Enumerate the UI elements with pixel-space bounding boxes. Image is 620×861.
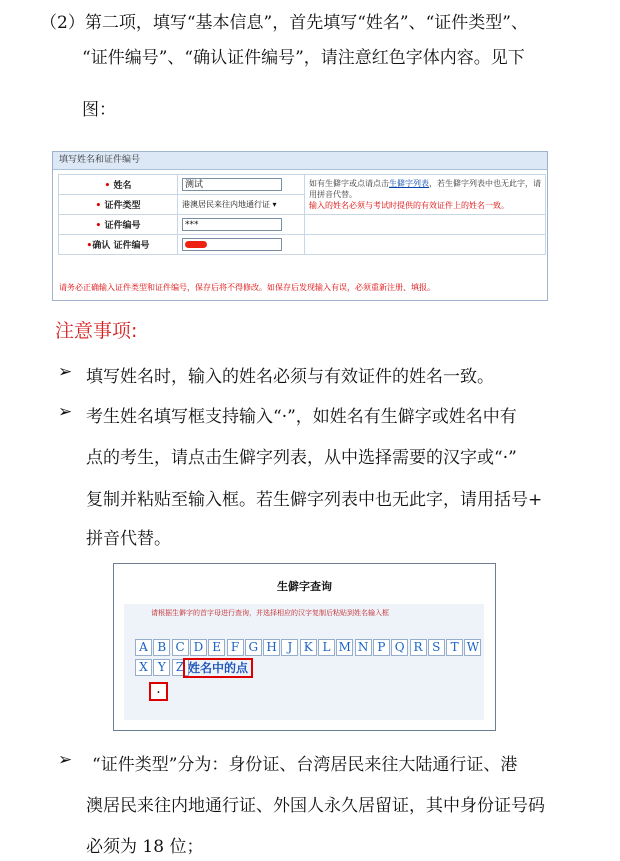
note-item-3-line-2: 澳居民来往内地通行证、外国人永久居留证，其中身份证号码 bbox=[86, 796, 545, 816]
note-item-2-line-1: 考生姓名填写框支持输入“·”，如姓名有生僻字或姓名中有 bbox=[86, 407, 517, 427]
intro-line-2: “证件编号”、“确认证件编号”，请注意红色字体内容。见下 bbox=[82, 48, 525, 68]
note-item-3-line-3: 必须为 18 位； bbox=[86, 837, 204, 857]
name-note-red: 输入的姓名必须与考试时提供的有效证件上的姓名一致。 bbox=[309, 201, 509, 210]
letter-key-t[interactable]: T bbox=[446, 639, 463, 656]
name-id-form-screenshot bbox=[52, 151, 548, 301]
letter-key-b[interactable]: B bbox=[153, 639, 170, 656]
name-label: • 姓名 bbox=[59, 175, 178, 195]
intro-line-1: （2）第二项，填写“基本信息”，首先填写“姓名”、“证件类型”、 bbox=[40, 13, 528, 33]
confirm-id-label: •确认 证件编号 bbox=[59, 235, 178, 255]
note-item-2-line-2: 点的考生，请点击生僻字列表，从中选择需要的汉字或“·” bbox=[86, 448, 517, 468]
dot-character-button[interactable]: . bbox=[149, 682, 168, 701]
dropdown-arrow-icon: ▾ bbox=[272, 199, 277, 209]
redaction-scribble bbox=[185, 241, 207, 248]
letter-key-k[interactable]: K bbox=[300, 639, 317, 656]
form-row-name bbox=[59, 175, 546, 195]
intro-line-3: 图： bbox=[82, 100, 116, 120]
id-number-label: • 证件编号 bbox=[59, 215, 178, 235]
letter-key-n[interactable]: N bbox=[355, 639, 372, 656]
id-type-label: • 证件类型 bbox=[59, 195, 178, 215]
bullet-icon: ➢ bbox=[58, 402, 73, 422]
letter-key-j[interactable]: J bbox=[281, 639, 298, 656]
dialog-instruction: 请根据生僻字的首字母进行查询，并选择相应的汉字复制后粘贴到姓名输入框 bbox=[151, 609, 389, 617]
name-input[interactable]: 测试 bbox=[182, 178, 282, 191]
letter-key-y[interactable]: Y bbox=[153, 659, 170, 676]
bullet-icon: ➢ bbox=[58, 750, 73, 770]
id-number-input[interactable]: *** bbox=[182, 218, 282, 231]
dot-in-name-label[interactable]: 姓名中的点 bbox=[183, 658, 253, 678]
letter-key-e[interactable]: E bbox=[208, 639, 225, 656]
letter-key-d[interactable]: D bbox=[190, 639, 207, 656]
form-header: 填写姓名和证件编号 bbox=[53, 152, 547, 170]
letter-key-f[interactable]: F bbox=[227, 639, 244, 656]
form-warning: 请务必正确输入证件类型和证件编号，保存后将不得修改。如保存后发现输入有误，必须重新注册、填报。 bbox=[59, 283, 435, 292]
letter-key-c[interactable]: C bbox=[172, 639, 189, 656]
letter-key-s[interactable]: S bbox=[428, 639, 445, 656]
form-row-id-number bbox=[59, 215, 546, 235]
confirm-id-input[interactable] bbox=[182, 238, 282, 251]
letter-key-w[interactable]: W bbox=[464, 639, 481, 656]
dialog-title: 生僻字查询 bbox=[277, 580, 332, 593]
letter-key-z[interactable]: Z bbox=[172, 659, 189, 676]
letter-key-r[interactable]: R bbox=[410, 639, 427, 656]
letter-key-g[interactable]: G bbox=[245, 639, 262, 656]
letter-key-p[interactable]: P bbox=[373, 639, 390, 656]
letter-key-x[interactable]: X bbox=[135, 659, 152, 676]
note-item-2-line-3: 复制并粘贴至输入框。若生僻字列表中也无此字，请用括号+ bbox=[86, 490, 543, 510]
form-table bbox=[58, 174, 546, 255]
note-item-3-line-1: “证件类型”分为：身份证、台湾居民来往大陆通行证、港 bbox=[92, 755, 518, 775]
note-item-2-line-4: 拼音代替。 bbox=[86, 529, 171, 549]
name-note: 如有生僻字或点请点击生僻字列表，若生僻字列表中也无此字，请用拼音代替。 输入的姓名必须与考试时提供的有效证件上的姓名一致。 bbox=[305, 175, 546, 215]
rare-char-list-link[interactable]: 生僻字列表 bbox=[389, 179, 429, 188]
id-type-select[interactable]: 港澳居民来往内地通行证 ▾ bbox=[182, 199, 277, 209]
note-item-1: 填写姓名时，输入的姓名必须与有效证件的姓名一致。 bbox=[86, 367, 494, 387]
notes-heading: 注意事项: bbox=[55, 320, 138, 342]
form-row-confirm-id bbox=[59, 235, 546, 255]
letter-key-a[interactable]: A bbox=[135, 639, 152, 656]
rare-char-dialog-screenshot bbox=[113, 563, 496, 731]
letter-key-q[interactable]: Q bbox=[391, 639, 408, 656]
letter-key-l[interactable]: L bbox=[318, 639, 335, 656]
letter-key-h[interactable]: H bbox=[263, 639, 280, 656]
letter-key-m[interactable]: M bbox=[336, 639, 353, 656]
bullet-icon: ➢ bbox=[58, 362, 73, 382]
